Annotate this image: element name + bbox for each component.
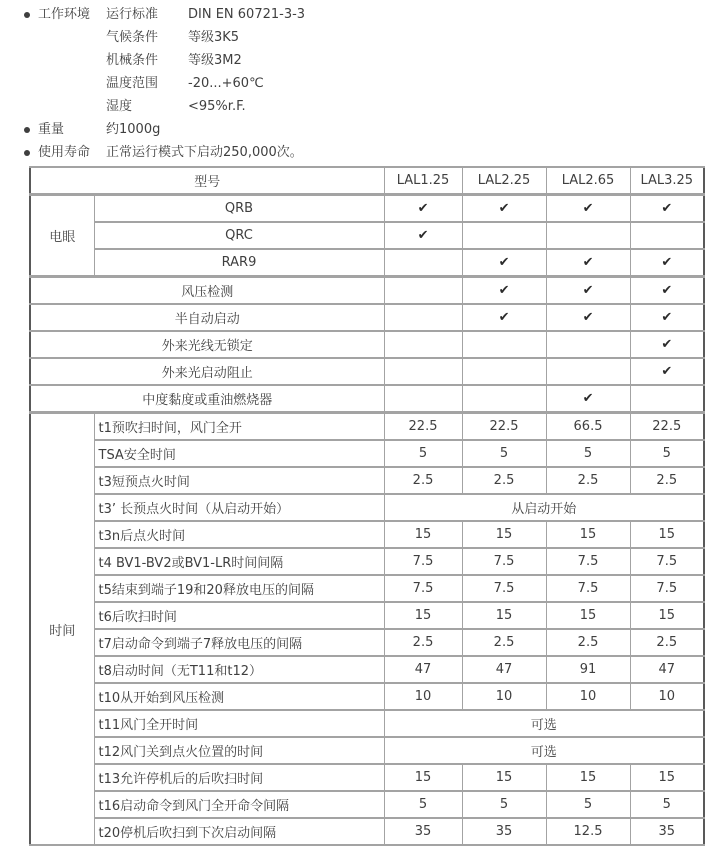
row-label-cell: t12风门关到点火位置的时间 [94, 737, 384, 764]
check-icon: ✔ [582, 255, 594, 270]
value-cell [462, 331, 546, 358]
spec-item-value: 正常运行模式下启动250,000次。 [106, 145, 303, 160]
value-cell: 7.5 [384, 575, 462, 602]
check-icon: ✔ [582, 283, 594, 298]
value-cell: 7.5 [630, 548, 704, 575]
check-icon: ✔ [498, 201, 510, 216]
value-cell: 15 [384, 764, 462, 791]
row-label-cell: QRC [94, 222, 384, 249]
table-row [30, 249, 704, 277]
table-row [30, 467, 704, 494]
value-cell: 15 [462, 764, 546, 791]
row-label-cell: t8启动时间（无T11和t12） [94, 656, 384, 683]
value-cell: 7.5 [462, 548, 546, 575]
value-cell: 2.5 [546, 467, 630, 494]
value-cell [384, 358, 462, 385]
table-row [30, 656, 704, 683]
bullet-dot [24, 150, 30, 156]
value-cell: 2.5 [546, 629, 630, 656]
table-row [30, 791, 704, 818]
table-row [30, 195, 704, 223]
value-cell: 10 [546, 683, 630, 710]
bullet-icon [24, 127, 38, 133]
spec-item-label: 重量 [38, 122, 65, 137]
span-value-cell: 从启动开始 [384, 494, 704, 521]
value-cell: 5 [630, 440, 704, 467]
check-icon: ✔ [498, 283, 510, 298]
spec-list-item [0, 118, 719, 141]
value-cell: 15 [384, 521, 462, 548]
value-cell: 7.5 [546, 548, 630, 575]
value-cell [630, 304, 704, 331]
row-label-cell: 外来光启动阻止 [30, 358, 384, 385]
value-cell: 10 [462, 683, 546, 710]
model-column-header-cell: LAL2.65 [546, 167, 630, 195]
value-cell [630, 277, 704, 305]
value-cell: 22.5 [384, 413, 462, 441]
bullet-icon [24, 12, 38, 18]
value-cell [462, 195, 546, 223]
value-cell: 10 [384, 683, 462, 710]
value-cell [546, 249, 630, 277]
value-cell: 15 [462, 602, 546, 629]
value-cell [384, 304, 462, 331]
table-row [30, 413, 704, 441]
value-cell: 5 [462, 791, 546, 818]
value-cell: 5 [546, 791, 630, 818]
spec-bullet-list [0, 0, 719, 164]
table-header-row [30, 167, 704, 195]
spec-list-item [0, 95, 719, 118]
value-cell [630, 331, 704, 358]
value-cell: 5 [546, 440, 630, 467]
spec-item-value: DIN EN 60721-3-3 [188, 7, 306, 22]
value-cell: 35 [462, 818, 546, 845]
value-cell [630, 222, 704, 249]
row-label-cell: t20停机后吹扫到下次启动间隔 [94, 818, 384, 845]
row-label-cell: t5结束到端子19和20释放电压的间隔 [94, 575, 384, 602]
spec-item-subproperty: 运行标准 [106, 7, 159, 22]
table-row [30, 629, 704, 656]
value-cell: 5 [384, 440, 462, 467]
value-cell: 15 [546, 602, 630, 629]
value-cell [384, 277, 462, 305]
spec-list-item [0, 3, 719, 26]
value-cell [462, 304, 546, 331]
value-cell: 91 [546, 656, 630, 683]
value-cell [384, 222, 462, 249]
spec-item-value: -20...+60℃ [188, 76, 264, 91]
table-row [30, 440, 704, 467]
row-label-cell: t13允许停机后的后吹扫时间 [94, 764, 384, 791]
spec-item-subproperty: 机械条件 [106, 53, 159, 68]
spec-item-value: 等级3K5 [188, 30, 240, 45]
spec-item-subproperty: 气候条件 [106, 30, 159, 45]
row-label-cell: t16启动命令到风门全开命令间隔 [94, 791, 384, 818]
value-cell [546, 195, 630, 223]
value-cell: 47 [384, 656, 462, 683]
value-cell [630, 385, 704, 413]
value-cell [462, 358, 546, 385]
check-icon: ✔ [498, 310, 510, 325]
value-cell: 7.5 [384, 548, 462, 575]
value-cell: 2.5 [630, 629, 704, 656]
check-icon: ✔ [661, 255, 673, 270]
table-row [30, 521, 704, 548]
value-cell: 15 [630, 602, 704, 629]
value-cell: 22.5 [462, 413, 546, 441]
check-icon: ✔ [498, 255, 510, 270]
spec-list-item [0, 26, 719, 49]
table-row [30, 710, 704, 737]
table-row [30, 358, 704, 385]
bullet-dot [24, 12, 30, 18]
spec-item-label: 使用寿命 [38, 145, 91, 160]
value-cell [462, 277, 546, 305]
check-icon: ✔ [582, 310, 594, 325]
spec-list-item [0, 72, 719, 95]
model-header-label-cell: 型号 [30, 167, 384, 195]
spec-item-value: 等级3M2 [188, 53, 242, 68]
model-comparison-table [29, 166, 705, 846]
row-label-cell: QRB [94, 195, 384, 223]
value-cell: 15 [630, 521, 704, 548]
row-label-cell: t10从开始到风压检测 [94, 683, 384, 710]
value-cell [384, 249, 462, 277]
bullet-icon [24, 150, 38, 156]
row-label-cell: t1预吹扫时间，风门全开 [94, 413, 384, 441]
value-cell [630, 358, 704, 385]
value-cell [384, 385, 462, 413]
value-cell: 35 [384, 818, 462, 845]
row-label-cell: RAR9 [94, 249, 384, 277]
value-cell: 7.5 [546, 575, 630, 602]
row-label-cell: 半自动启动 [30, 304, 384, 331]
value-cell: 10 [630, 683, 704, 710]
value-cell [630, 249, 704, 277]
value-cell: 35 [630, 818, 704, 845]
value-cell: 12.5 [546, 818, 630, 845]
table-row [30, 277, 704, 305]
table-row [30, 222, 704, 249]
table-row [30, 683, 704, 710]
row-label-cell: 中度黏度或重油燃烧器 [30, 385, 384, 413]
row-label-cell: t3’ 长预点火时间（从启动开始） [94, 494, 384, 521]
value-cell [384, 331, 462, 358]
value-cell [546, 222, 630, 249]
value-cell: 15 [630, 764, 704, 791]
value-cell: 47 [462, 656, 546, 683]
spec-item-subproperty: 湿度 [106, 99, 133, 114]
value-cell [546, 331, 630, 358]
row-label-cell: t6后吹扫时间 [94, 602, 384, 629]
value-cell: 15 [546, 521, 630, 548]
model-column-header-cell: LAL2.25 [462, 167, 546, 195]
value-cell [546, 358, 630, 385]
value-cell: 22.5 [630, 413, 704, 441]
table-row [30, 304, 704, 331]
value-cell: 5 [630, 791, 704, 818]
table-row [30, 548, 704, 575]
check-icon: ✔ [582, 201, 594, 216]
table-row [30, 737, 704, 764]
value-cell: 66.5 [546, 413, 630, 441]
spec-list-item [0, 49, 719, 72]
value-cell: 2.5 [462, 467, 546, 494]
table-row [30, 764, 704, 791]
value-cell: 7.5 [462, 575, 546, 602]
value-cell: 7.5 [630, 575, 704, 602]
check-icon: ✔ [661, 337, 673, 352]
value-cell [546, 304, 630, 331]
bullet-dot [24, 127, 30, 133]
table-row [30, 331, 704, 358]
table-row [30, 385, 704, 413]
value-cell [546, 385, 630, 413]
row-label-cell: t3n后点火时间 [94, 521, 384, 548]
value-cell: 5 [462, 440, 546, 467]
value-cell: 5 [384, 791, 462, 818]
row-label-cell: TSA安全时间 [94, 440, 384, 467]
value-cell: 2.5 [630, 467, 704, 494]
group-label-cell: 时间 [30, 413, 94, 846]
row-label-cell: 外来光线无锁定 [30, 331, 384, 358]
value-cell: 15 [462, 521, 546, 548]
row-label-cell: t7启动命令到端子7释放电压的间隔 [94, 629, 384, 656]
span-value-cell: 可选 [384, 737, 704, 764]
table-row [30, 818, 704, 845]
value-cell: 2.5 [384, 629, 462, 656]
check-icon: ✔ [417, 201, 429, 216]
spec-item-value: <95%r.F. [188, 99, 246, 114]
spec-item-subproperty: 温度范围 [106, 76, 159, 91]
spec-item-label: 工作环境 [38, 7, 91, 22]
span-value-cell: 可选 [384, 710, 704, 737]
check-icon: ✔ [661, 283, 673, 298]
check-icon: ✔ [661, 201, 673, 216]
table-row [30, 575, 704, 602]
model-column-header-cell: LAL1.25 [384, 167, 462, 195]
model-column-header-cell: LAL3.25 [630, 167, 704, 195]
check-icon: ✔ [582, 391, 594, 406]
value-cell: 2.5 [384, 467, 462, 494]
value-cell: 15 [384, 602, 462, 629]
value-cell [630, 195, 704, 223]
value-cell: 2.5 [462, 629, 546, 656]
check-icon: ✔ [417, 228, 429, 243]
value-cell: 47 [630, 656, 704, 683]
value-cell [462, 249, 546, 277]
table-row [30, 602, 704, 629]
row-label-cell: t11风门全开时间 [94, 710, 384, 737]
table-row [30, 494, 704, 521]
value-cell: 15 [546, 764, 630, 791]
value-cell [462, 385, 546, 413]
spec-list-item [0, 141, 719, 164]
row-label-cell: t3短预点火时间 [94, 467, 384, 494]
row-label-cell: t4 BV1-BV2或BV1-LR时间间隔 [94, 548, 384, 575]
group-label-cell: 电眼 [30, 195, 94, 277]
value-cell [384, 195, 462, 223]
row-label-cell: 风压检测 [30, 277, 384, 305]
value-cell [546, 277, 630, 305]
check-icon: ✔ [661, 310, 673, 325]
value-cell [462, 222, 546, 249]
check-icon: ✔ [661, 364, 673, 379]
spec-item-value: 约1000g [106, 122, 161, 137]
